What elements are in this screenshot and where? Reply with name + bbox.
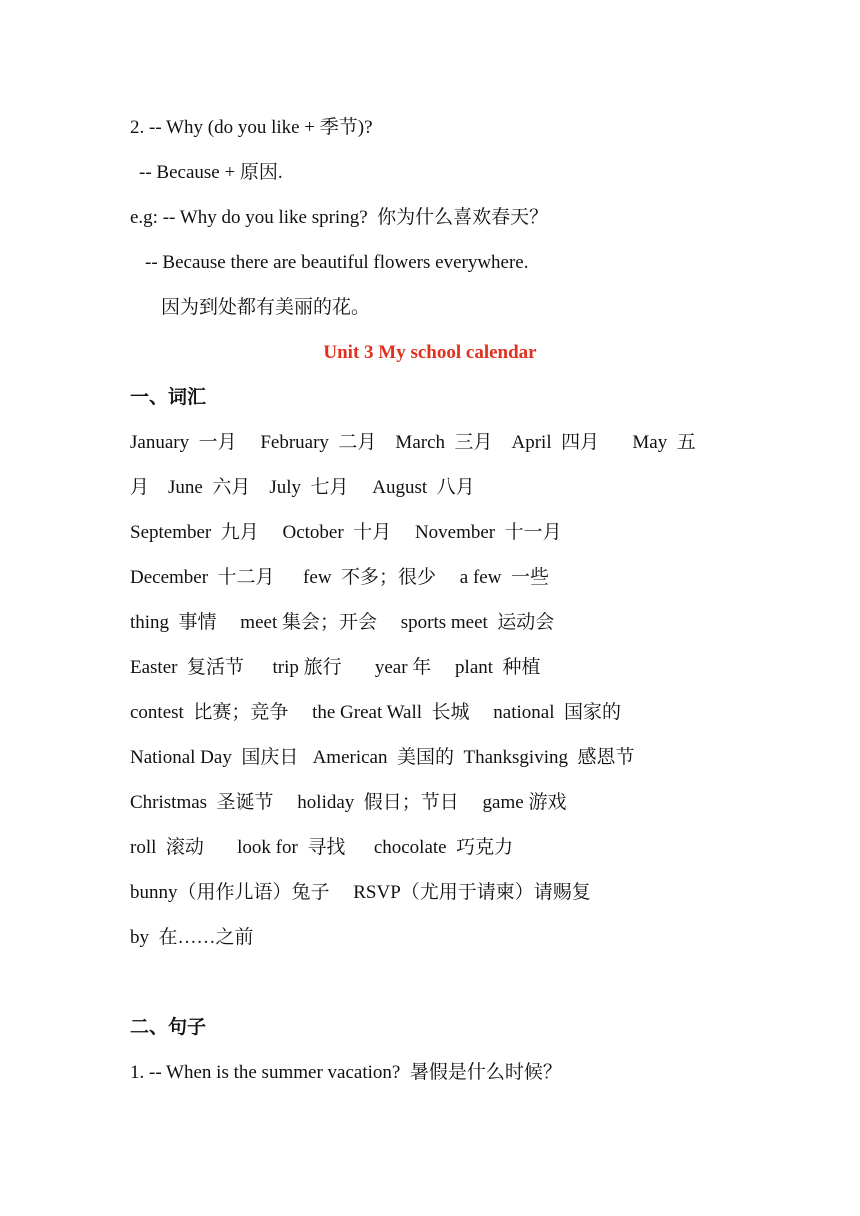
answer-2: -- Because + 原因. — [139, 162, 283, 183]
example-question: e.g: -- Why do you like spring? 你为什么喜欢春天？ — [130, 207, 549, 228]
vocab-heading: 一、词汇 — [130, 387, 207, 408]
sentences-heading: 二、句子 — [130, 1017, 207, 1038]
vocab-line: thing 事情 meet 集会；开会 sports meet 运动会 — [130, 612, 555, 633]
vocab-line: Easter 复活节 trip 旅行 year 年 plant 种植 — [130, 657, 541, 678]
vocab-line: National Day 国庆日 American 美国的 Thanksgiving 感恩节 — [130, 747, 635, 768]
vocab-line: 月 June 六月 July 七月 August 八月 — [130, 477, 475, 498]
vocab-line: by 在……之前 — [130, 927, 254, 948]
vocab-line: Christmas 圣诞节 holiday 假日；节日 game 游戏 — [130, 792, 567, 813]
sentence-1: 1. -- When is the summer vacation? 暑假是什么时候？ — [130, 1062, 562, 1083]
example-translation: 因为到处都有美丽的花。 — [161, 297, 371, 318]
example-answer: -- Because there are beautiful flowers everywhere. — [145, 252, 529, 273]
vocab-line: December 十二月 few 不多；很少 a few 一些 — [130, 567, 549, 588]
vocab-line: roll 滚动 look for 寻找 chocolate 巧克力 — [130, 837, 514, 858]
vocab-line: January 一月 February 二月 March 三月 April 四月 May 五 — [130, 432, 696, 453]
question-2: 2. -- Why (do you like + 季节)? — [130, 117, 373, 138]
unit-title: Unit 3 My school calendar — [323, 342, 537, 363]
vocab-line: contest 比赛；竞争 the Great Wall 长城 national 国家的 — [130, 702, 621, 723]
vocab-line: bunny（用作儿语）兔子 RSVP（尤用于请柬）请赐复 — [130, 882, 591, 903]
vocab-line: September 九月 October 十月 November 十一月 — [130, 522, 562, 543]
